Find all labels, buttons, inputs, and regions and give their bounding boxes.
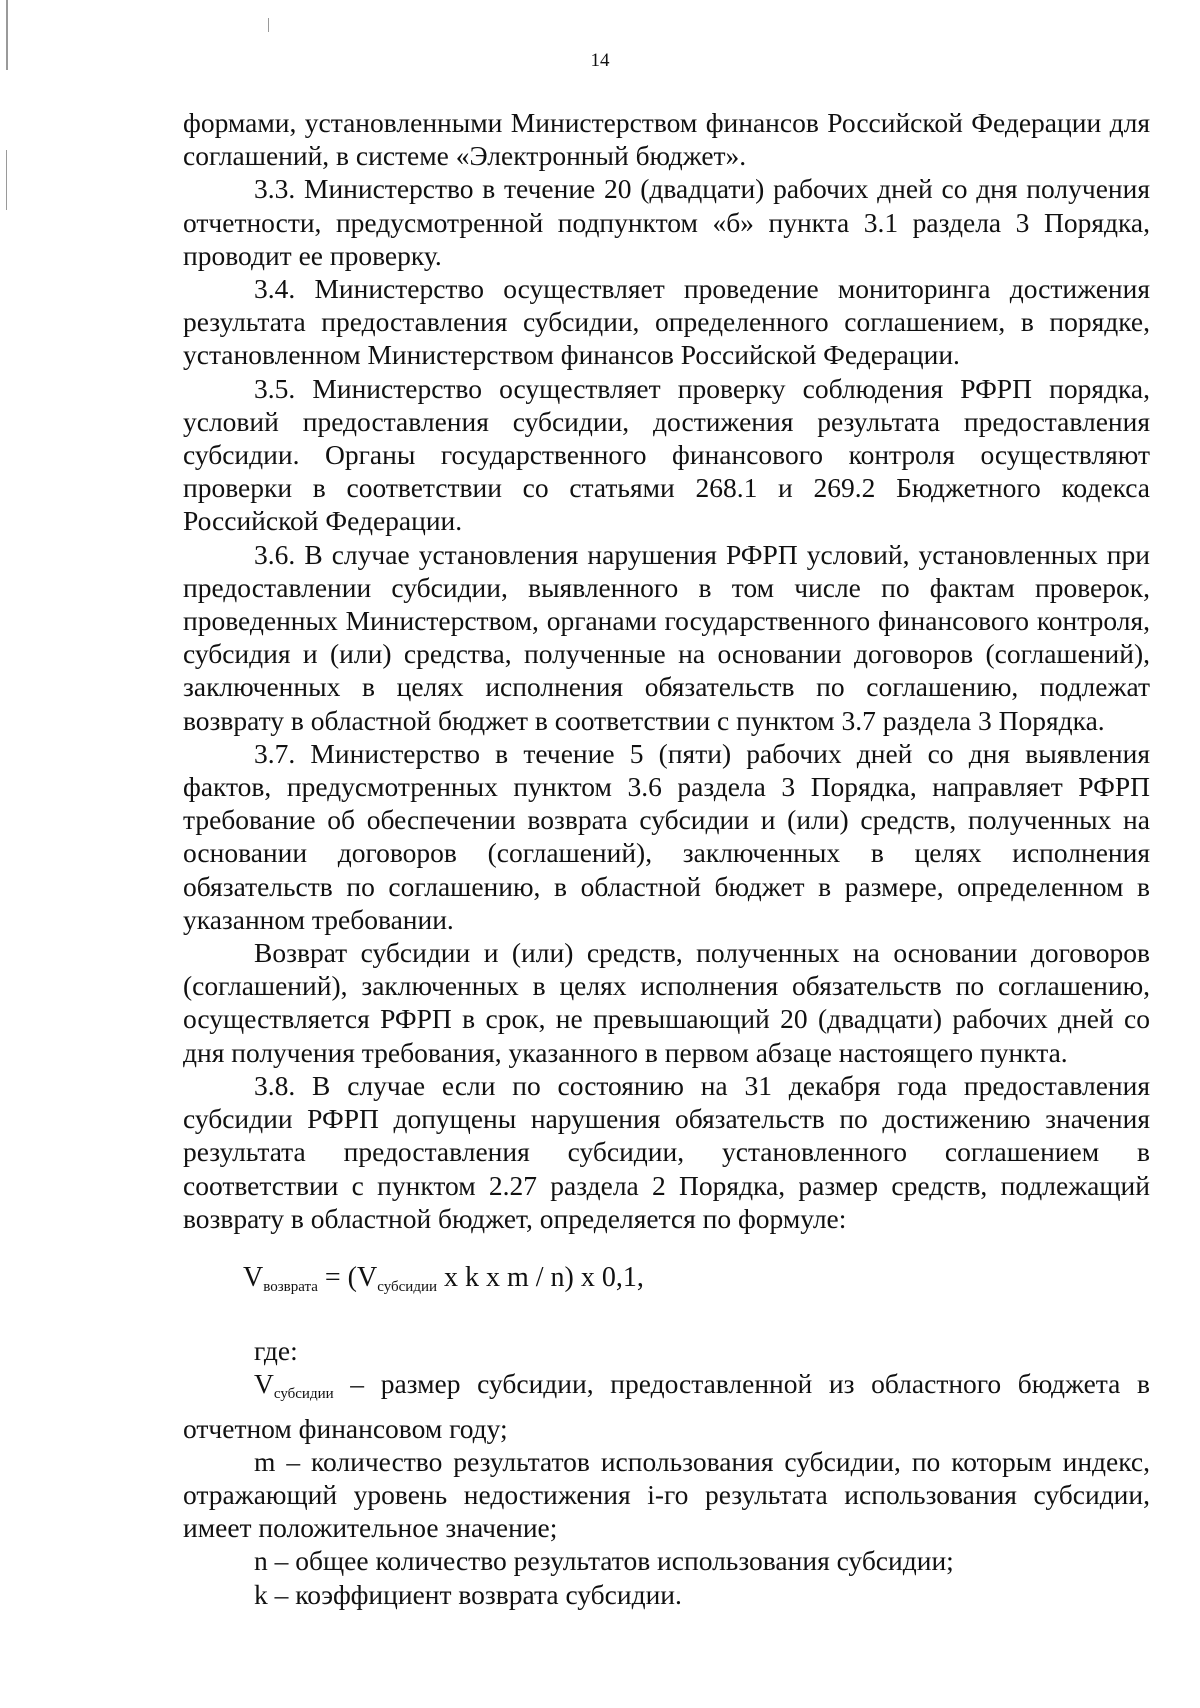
definition-n: n – общее количество результатов использования субсидии;: [254, 1545, 954, 1577]
document-body: [183, 106, 1150, 1611]
paragraph-3-3: 3.3. Министерство в течение 20 (двадцати) рабочих дней со дня получения отчетности, предусмотренной подпунктом «б» пункта 3.1 раздела 3 Порядка, проводит ее проверку.: [183, 173, 1150, 271]
scan-artifact-top: [268, 18, 269, 32]
paragraph-3-5: 3.5. Министерство осуществляет проверку соблюдения РФРП порядка, условий предоставления субсидии, достижения результата предоставления субсидии. Органы государственного финансового контроля осуществляют проверки в соответствии со статьями 268.1 и 269.2 Бюджетного кодекса Российской Федерации.: [183, 372, 1150, 537]
formula-lhs-main: V: [243, 1261, 264, 1293]
scan-artifact-left-2: [6, 150, 7, 210]
paragraph-3-4: 3.4. Министерство осуществляет проведение мониторинга достижения результата предоставления субсидии, определенного соглашением, в порядке, установленном Министерством финансов Российской Федерации.: [183, 273, 1150, 371]
formula-rhs-rest: x k x m / n) x 0,1,: [437, 1261, 644, 1293]
paragraph-3-6: 3.6. В случае установления нарушения РФРП условий, установленных при предоставлении субсидии, выявленного в том числе по фактам проверок, проведенных Министерством, органами государственного финансового контроля, субсидия и (или) средства, полученные на основании договоров (соглашений), заключенных в целях исполнения обязательств по соглашению, подлежат возврату в областной бюджет в соответствии с пунктом 3.7 раздела 3 Порядка.: [183, 538, 1150, 736]
paragraph-3-8: 3.8. В случае если по состоянию на 31 декабря года предоставления субсидии РФРП допущены нарушения обязательств по достижению значения результата предоставления субсидии, установленного соглашением в соответствии с пунктом 2.27 раздела 2 Порядка, размер средств, подлежащий возврату в областной бюджет, определяется по формуле:: [183, 1069, 1150, 1234]
formula-lhs-sub: возврата: [263, 1278, 318, 1295]
paragraph-continuation: формами, установленными Министерством финансов Российской Федерации для соглашений, в системе «Электронный бюджет».: [183, 107, 1150, 172]
definition-v: [183, 1367, 1150, 1444]
formula-rhs-sub: субсидии: [377, 1278, 437, 1295]
definition-v-main: V: [254, 1368, 274, 1400]
formula-eq-open: = (V: [317, 1261, 378, 1293]
definition-v-text: – размер субсидии, предоставленной из областного бюджета в отчетном финансовом году;: [183, 1368, 1150, 1444]
definition-m: m – количество результатов использования субсидии, по которым индекс, отражающий уровень недостижения i-го результата использования субсидии, имеет положительное значение;: [183, 1445, 1150, 1544]
where-label: где:: [254, 1335, 298, 1367]
return-formula: [183, 1261, 1150, 1304]
paragraph-3-7-return: Возврат субсидии и (или) средств, полученных на основании договоров (соглашений), заключенных в целях исполнения обязательств по соглашению, осуществляется РФРП в срок, не превышающий 20 (двадцати) рабочих дней со дня получения требования, указанного в первом абзаце настоящего пункта.: [183, 937, 1150, 1068]
definition-k: k – коэффициент возврата субсидии.: [254, 1578, 682, 1610]
definition-v-sub: субсидии: [273, 1386, 334, 1403]
page-number: 14: [590, 50, 610, 71]
paragraph-3-7: 3.7. Министерство в течение 5 (пяти) рабочих дней со дня выявления фактов, предусмотренных пунктом 3.6 раздела 3 Порядка, направляет РФРП требование об обеспечении возврата субсидии и (или) средств, полученных на основании договоров (соглашений), заключенных в целях исполнения обязательств по соглашению, в областной бюджет в размере, определенном в указанном требовании.: [183, 737, 1150, 935]
